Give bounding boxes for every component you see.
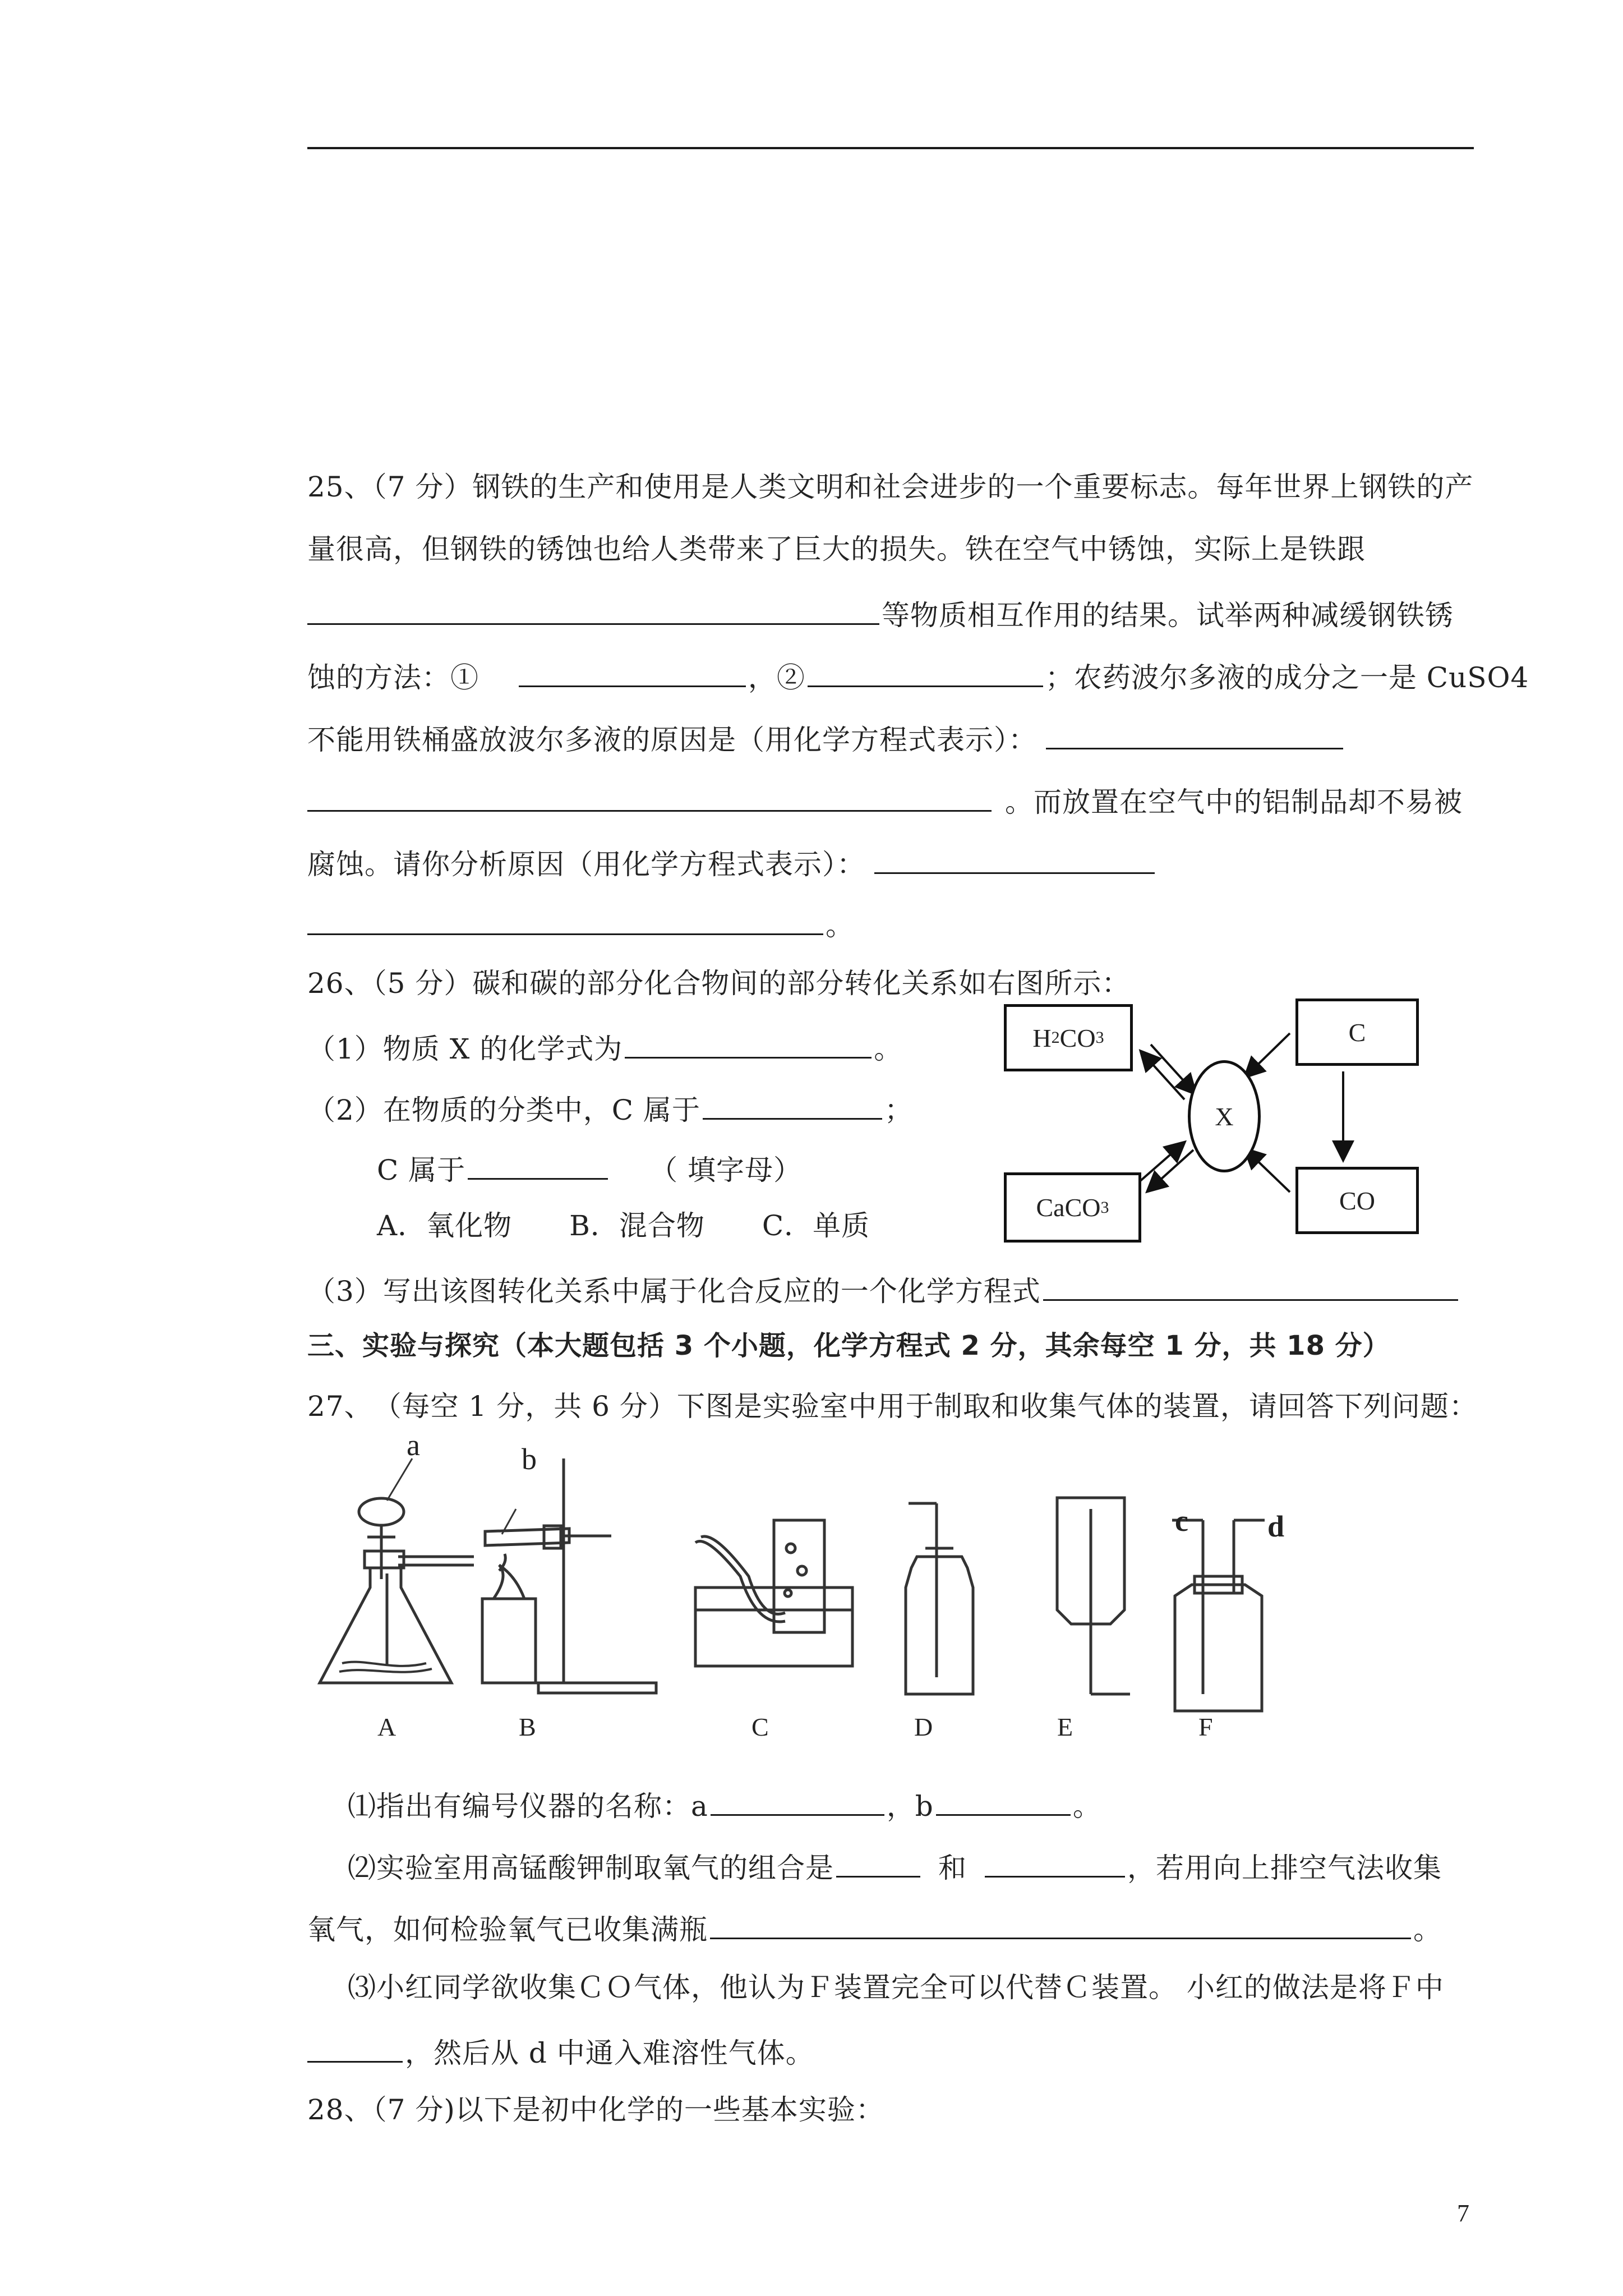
apparatus-label-d: D [914,1713,933,1741]
answer-blank[interactable] [936,1784,1071,1816]
answer-blank[interactable] [307,903,823,935]
apparatus-label-a: A [377,1713,396,1741]
q26-line-1: 26、（5 分）碳和碳的部分化合物间的部分转化关系如右图所示： [307,967,1131,1000]
q25-text: 腐蚀。请你分析原因（用化学方程式表示）： [307,848,865,881]
q26-line-4 [377,1148,802,1189]
c-box: C [1295,999,1419,1066]
apparatus-e-inverted-bottle [1057,1498,1130,1694]
q26-options: A．氧化物 B．混合物 C．单质 [377,1209,870,1242]
arrow-co-to-x [1246,1150,1290,1192]
q27-text: ⑴指出有编号仪器的名称：a [348,1790,708,1823]
answer-blank[interactable] [836,1846,920,1878]
q27-line-1: 27、 （每空 1 分，共 6 分）下图是实验室中用于制取和收集气体的装置，请回答下列问题： [307,1390,1478,1423]
q25-line-8 [307,903,854,944]
answer-blank[interactable] [808,655,1043,687]
q25-text: ，② [748,661,805,694]
answer-blank[interactable] [711,1784,884,1816]
q27-part-3: ⑶小红同学欲收集ＣＯ气体，他认为Ｆ装置完全可以代替Ｃ装置。 小红的做法是将Ｆ中 [348,1971,1444,2004]
label-d: d [1267,1510,1285,1543]
q25-line-2: 量很高，但钢铁的锈蚀也给人类带来了巨大的损失。铁在空气中锈蚀，实际上是铁跟 [307,533,1366,565]
apparatus-label-f: F [1198,1713,1213,1741]
apparatus-label-c: C [751,1713,769,1741]
q25-text: 。 [826,909,854,942]
q27-text: ⑵实验室用高锰酸钾制取氧气的组合是 [348,1852,834,1884]
apparatus-label-b: B [519,1713,536,1741]
caco3-box: CaCO 3 [1004,1172,1141,1243]
apparatus-b-test-tube-heating [482,1458,656,1693]
q25-line-6 [307,780,1463,821]
q25-line-7 [307,842,1157,883]
q25-line-5 [307,717,1345,758]
apparatus-c-water-trough [695,1520,852,1666]
arrow-c-to-x [1246,1033,1290,1076]
x-ellipse: X [1188,1060,1261,1172]
arrow-caco3-to-x [1138,1143,1183,1182]
answer-blank[interactable] [519,655,746,687]
apparatus-d-gas-bottle [906,1503,973,1694]
q25-text: ；农药波尔多液的成分之一是 CuSO4 [1045,661,1529,694]
q27-text: 。 [1072,1790,1101,1823]
q27-text: ，然后从 d 中通入难溶性气体。 [405,2037,814,2069]
header-rule [307,147,1474,149]
q27-text: ，若用向上排空气法收集 [1127,1852,1442,1884]
q25-line-1: 25、（7 分）钢铁的生产和使用是人类文明和社会进步的一个重要标志。每年世界上钢铁的产 [307,471,1474,503]
q26-text: （1）物质 X 的化学式为 [307,1033,623,1065]
answer-blank[interactable] [703,1088,882,1120]
co-box: CO [1295,1167,1419,1234]
q25-line-4 [307,655,1529,696]
q26-text: 。 [874,1033,903,1065]
q25-text: 蚀的方法：① [307,661,479,694]
q28-line-1: 28、（7 分)以下是初中化学的一些基本实验： [307,2093,884,2126]
q27-part-2b [307,1907,1442,1948]
q27-part-1 [348,1784,1101,1825]
q27-text: 氧气，如何检验氧气已收集满瓶 [307,1913,708,1946]
q27-part-3b [307,2031,814,2072]
apparatus-figure [314,1428,1352,1733]
label-a: a [407,1428,420,1462]
q25-text: 。而放置在空气中的铝制品却不易被 [1005,786,1463,818]
q27-text: 。 [1413,1913,1442,1946]
answer-blank[interactable] [468,1148,608,1180]
page-number: 7 [1457,2200,1469,2227]
answer-blank[interactable] [985,1846,1125,1878]
q25-text: 等物质相互作用的结果。试举两种减缓钢铁锈 [882,599,1454,632]
apparatus-label-e: E [1057,1713,1073,1741]
q25-text: 不能用铁桶盛放波尔多液的原因是（用化学方程式表示）： [307,724,1037,756]
q26-line-3 [307,1088,913,1129]
apparatus-f-two-tube-bottle [1172,1520,1265,1711]
answer-blank[interactable] [307,2031,403,2063]
answer-blank[interactable] [625,1027,872,1059]
q26-line-6 [307,1269,1460,1310]
answer-blank[interactable] [1043,1269,1458,1301]
answer-blank[interactable] [874,842,1155,874]
carbon-diagram [1004,982,1436,1240]
answer-blank[interactable] [307,780,992,812]
h2co3-box: H 2 CO 3 [1004,1004,1133,1071]
label-c: c [1175,1504,1188,1538]
apparatus-a-conical-flask [320,1458,474,1683]
q26-text: （2）在物质的分类中，C 属于 [307,1094,700,1126]
q27-text: 和 [938,1852,967,1884]
q25-line-3 [307,593,1454,634]
q26-line-2 [307,1027,902,1068]
q27-part-2 [348,1846,1442,1887]
q26-text: C 属于 [377,1154,466,1186]
arrow-x-to-caco3 [1149,1150,1193,1190]
q26-text: （ 填字母） [649,1154,803,1186]
answer-blank[interactable] [1046,717,1343,749]
q26-text: ； [884,1094,913,1126]
label-b: b [522,1442,537,1476]
answer-blank[interactable] [307,593,879,625]
answer-blank[interactable] [710,1907,1411,1939]
q26-text: （3）写出该图转化关系中属于化合反应的一个化学方程式 [307,1275,1041,1308]
section-3-title: 三、实验与探究（本大题包括 3 个小题，化学方程式 2 分，其余每空 1 分，共 18 分） [307,1330,1390,1361]
q27-text: ，b [886,1790,934,1823]
